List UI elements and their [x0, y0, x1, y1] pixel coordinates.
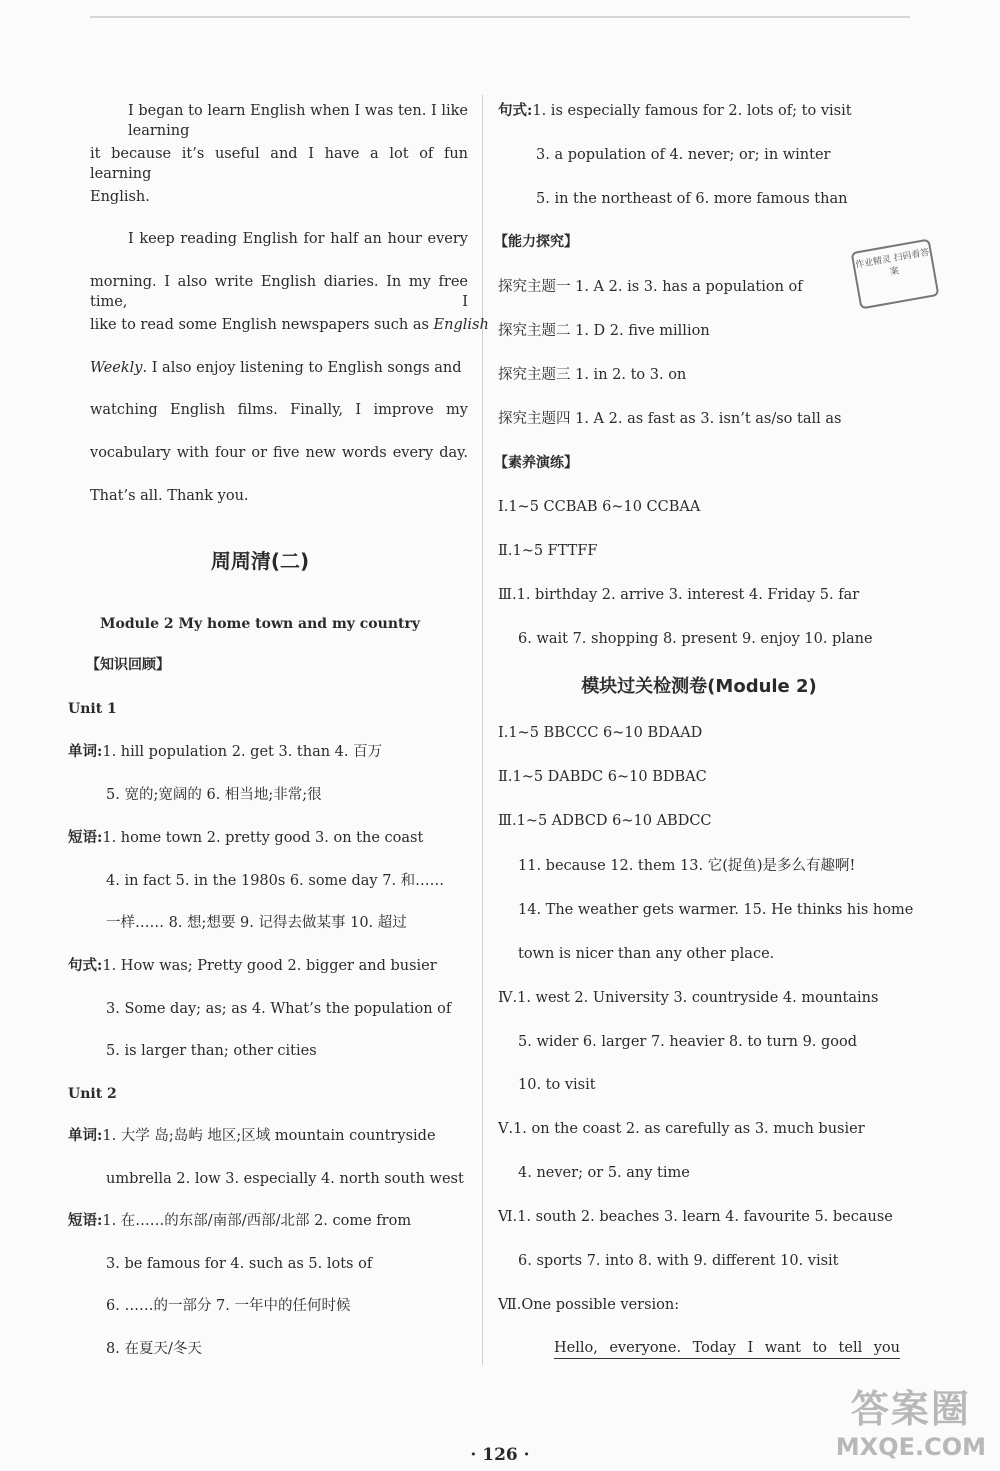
- essay-line: [90, 315, 489, 335]
- unit1-words: [68, 742, 382, 762]
- answer-line: Ⅲ.1~5 ADBCD 6~10 ABDCC: [498, 813, 712, 829]
- answer-line: Ⅰ.1~5 BBCCC 6~10 BDAAD: [498, 725, 703, 741]
- essay-line: watching English films. Finally, I improve my: [90, 402, 468, 418]
- answer-line: 6. wait 7. shopping 8. present 9. enjoy 10. plane: [518, 631, 873, 647]
- answer-line: 5. wider 6. larger 7. heavier 8. to turn 9. good: [518, 1034, 858, 1050]
- unit1-heading: Unit 1: [68, 701, 117, 717]
- module-title: Module 2 My home town and my country: [100, 616, 420, 632]
- answer-line: 探究主题一 1. A 2. is 3. has a population of: [498, 279, 803, 295]
- answer-line: Ⅱ.1~5 FTTFF: [498, 543, 598, 559]
- column-divider: [482, 95, 483, 1365]
- sentences-line: [498, 101, 852, 121]
- unit2-heading: Unit 2: [68, 1086, 117, 1102]
- answer-line: 6. sports 7. into 8. with 9. different 10. visit: [518, 1253, 839, 1269]
- essay-line: vocabulary with four or five new words every day.: [90, 445, 468, 461]
- essay-text: . I also enjoy listening to English songs and: [142, 360, 462, 376]
- answer-text: 1. 在……的东部/南部/西部/北部 2. come from: [102, 1213, 412, 1229]
- tag-label: 单词:: [68, 743, 103, 760]
- answer-line: Ⅲ.1. birthday 2. arrive 3. interest 4. Friday 5. far: [498, 587, 860, 603]
- unit1-sentences: [68, 956, 437, 976]
- answer-line: 5. in the northeast of 6. more famous than: [536, 191, 848, 207]
- suyang-heading: 【素养演练】: [494, 455, 578, 471]
- answer-text: 1. is especially famous for 2. lots of; to visit: [532, 103, 852, 119]
- essay-line: [90, 358, 468, 378]
- answer-line: 一样…… 8. 想;想要 9. 记得去做某事 10. 超过: [106, 915, 407, 931]
- unit2-words: [68, 1126, 436, 1146]
- answer-line: Ⅱ.1~5 DABDC 6~10 BDBAC: [498, 769, 707, 785]
- site-watermark: [836, 1378, 986, 1461]
- newspaper-title-part: Weekly: [90, 360, 143, 376]
- answer-line: 探究主题二 1. D 2. five million: [498, 323, 710, 339]
- answer-line: Ⅴ.1. on the coast 2. as carefully as 3. much busier: [498, 1121, 865, 1137]
- answer-line: 3. be famous for 4. such as 5. lots of: [106, 1256, 373, 1272]
- answer-line: Ⅰ.1~5 CCBAB 6~10 CCBAA: [498, 499, 701, 515]
- answer-text: 1. How was; Pretty good 2. bigger and busier: [102, 958, 437, 974]
- answer-line: 10. to visit: [518, 1077, 596, 1093]
- answer-line: 5. is larger than; other cities: [106, 1043, 317, 1059]
- answer-text: 1. hill population 2. get 3. than 4. 百万: [102, 744, 383, 760]
- answer-line: 5. 宽的;宽阔的 6. 相当地;非常;很: [106, 787, 322, 803]
- answer-line: Ⅶ.One possible version:: [498, 1297, 680, 1313]
- nengli-heading: 【能力探究】: [494, 234, 578, 250]
- answer-line: 4. never; or 5. any time: [518, 1165, 690, 1181]
- tag-label: 短语:: [68, 1212, 103, 1229]
- answer-line: 3. Some day; as; as 4. What’s the population of: [106, 1001, 452, 1017]
- zhishi-heading: 【知识回顾】: [86, 657, 170, 673]
- tag-label: 短语:: [68, 829, 103, 846]
- page-number: · 126 ·: [470, 1445, 530, 1465]
- answer-line: Ⅵ.1. south 2. beaches 3. learn 4. favourite 5. because: [498, 1209, 893, 1225]
- qr-stamp: 作业精灵 扫码看答案: [851, 238, 940, 309]
- answer-line: town is nicer than any other place.: [518, 946, 775, 962]
- watermark-url: MXQE.COM: [835, 1433, 986, 1461]
- answer-line: 6. ……的一部分 7. 一年中的任何时候: [106, 1298, 351, 1314]
- newspaper-title-part: English: [433, 317, 489, 333]
- tag-label: 句式:: [68, 957, 103, 974]
- test-title: 模块过关检测卷(Module 2): [581, 676, 817, 697]
- top-rule: [90, 16, 910, 18]
- tag-label: 句式:: [498, 102, 533, 119]
- answer-line: 探究主题四 1. A 2. as fast as 3. isn’t as/so tall as: [498, 411, 842, 427]
- essay-line: I keep reading English for half an hour every: [128, 231, 468, 247]
- answer-text: 1. 大学 岛;岛屿 地区;区域 mountain countryside: [102, 1128, 436, 1144]
- essay-start-line: Hello, everyone. Today I want to tell you: [554, 1338, 900, 1359]
- answer-line: 14. The weather gets warmer. 15. He thinks his home: [518, 902, 914, 918]
- essay-line: That’s all. Thank you.: [90, 488, 249, 504]
- answer-line: Ⅳ.1. west 2. University 3. countryside 4. mountains: [498, 990, 879, 1006]
- watermark-logo: 答案圈: [850, 1387, 971, 1431]
- answer-line: 探究主题三 1. in 2. to 3. on: [498, 367, 687, 383]
- answer-line: 4. in fact 5. in the 1980s 6. some day 7. 和……: [106, 873, 445, 889]
- unit1-phrases: [68, 828, 423, 848]
- answer-line: umbrella 2. low 3. especially 4. north south west: [106, 1171, 464, 1187]
- tag-label: 单词:: [68, 1127, 103, 1144]
- essay-line: morning. I also write English diaries. In my free time, I: [90, 274, 468, 310]
- answer-line: 11. because 12. them 13. 它(捉鱼)是多么有趣啊!: [518, 858, 856, 874]
- answer-line: 8. 在夏天/冬天: [106, 1341, 202, 1357]
- section-title: 周周清(二): [210, 549, 310, 573]
- answer-text: 1. home town 2. pretty good 3. on the coast: [102, 830, 424, 846]
- essay-line: I began to learn English when I was ten. I like learning: [128, 103, 468, 139]
- unit2-phrases: [68, 1211, 411, 1231]
- essay-line: English.: [90, 189, 150, 205]
- essay-line: it because it’s useful and I have a lot of fun learning: [90, 146, 468, 182]
- answer-line: 3. a population of 4. never; or; in winter: [536, 147, 831, 163]
- essay-text: like to read some English newspapers such as: [90, 317, 434, 333]
